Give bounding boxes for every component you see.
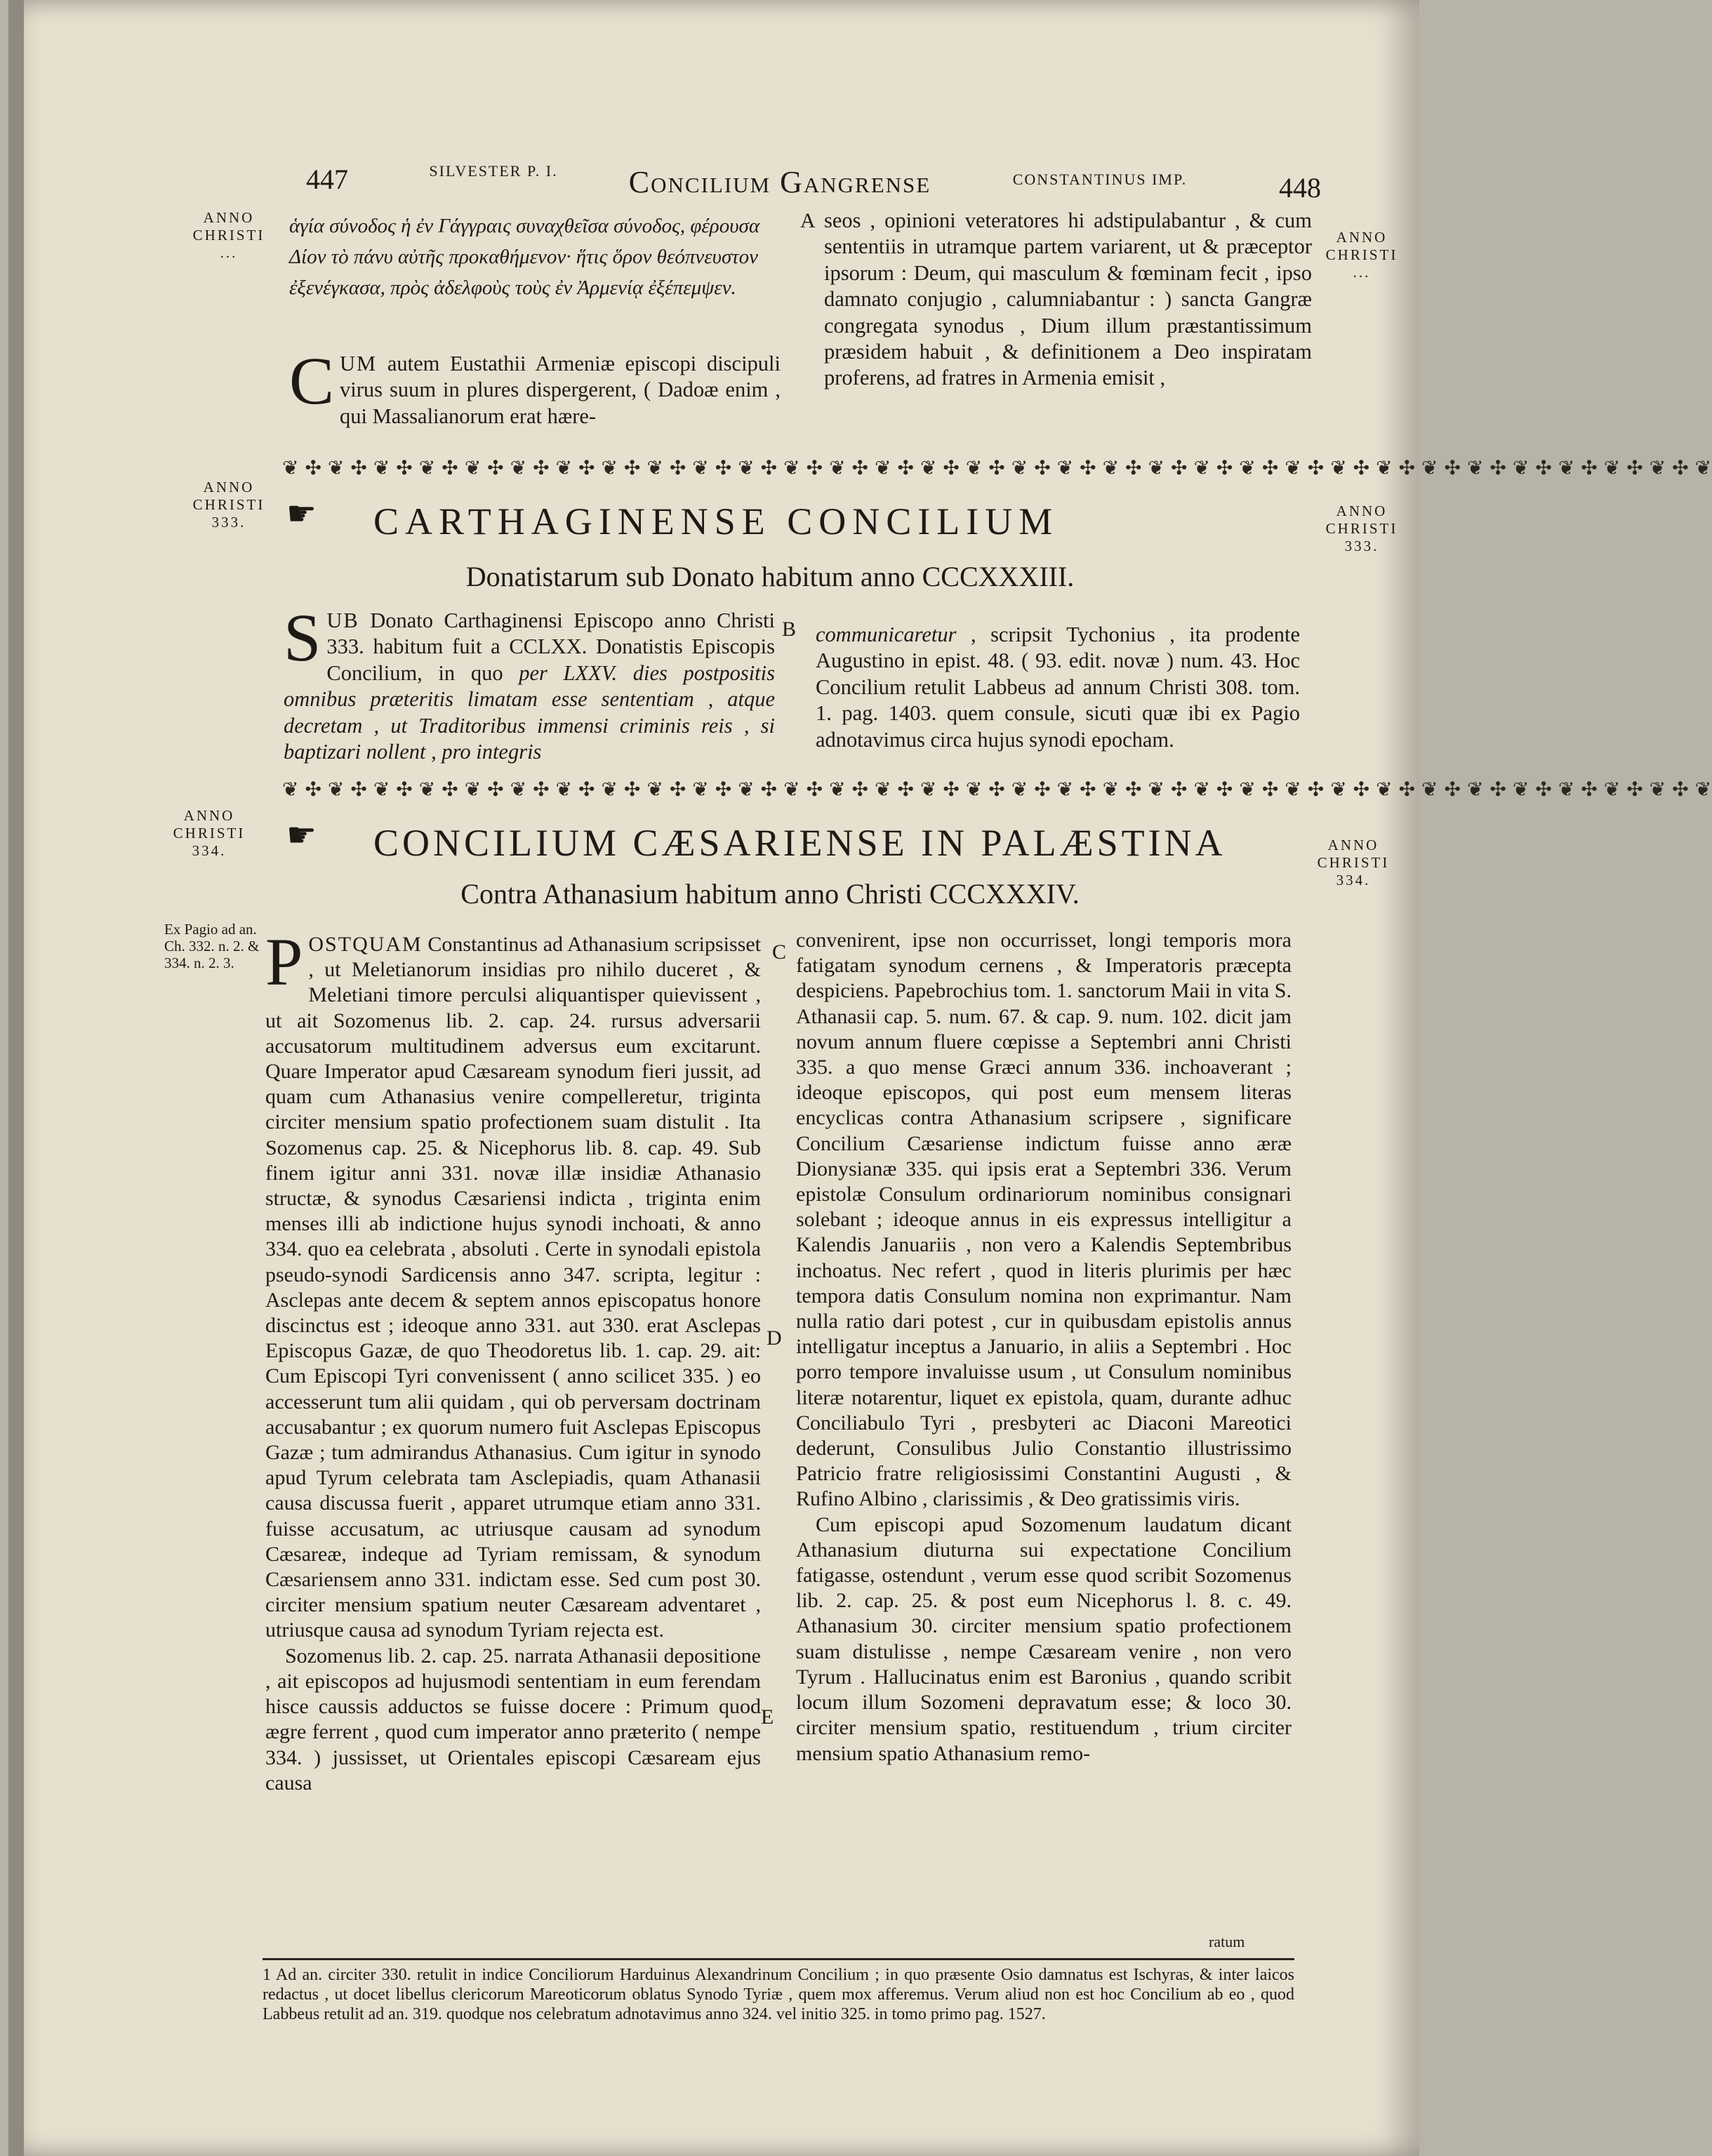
margin-anno-caes-left: ANNO CHRISTI 334. <box>173 807 246 859</box>
margin-anno-gangrense-right: ANNO CHRISTI ... <box>1325 229 1398 281</box>
page-number-left: 447 <box>306 164 348 195</box>
dropcap-s: S <box>284 600 321 675</box>
header-pope: SILVESTER P. I. <box>429 162 558 180</box>
pointing-hand-icon: ☛ <box>286 817 317 854</box>
carth-right-column <box>816 622 1300 753</box>
section-subtitle-carthaginense: Donatistarum sub Donato habitum anno CCCXXXIII. <box>465 561 1075 592</box>
carth-text-left: Donato Carthaginensi Episcopo anno Christi 333. habitum fuit a CCLXX. Donatistis Episcopis Concilium, in quo <box>326 608 776 685</box>
lead-word: UM <box>340 352 378 375</box>
caes-right-column <box>796 928 1292 1766</box>
section-title-caesariense: CONCILIUM CÆSARIENSE IN PALÆSTINA <box>373 822 1226 864</box>
carth-text-left-italic: per LXXV. dies postpositis omnibus præteritis limatam esse sententiam , atque decretam , ut Traditoribus immensi criminis reis , si baptizari nollent , pro integris <box>284 660 776 764</box>
caes-left-p1: Constantinus ad Athanasium scripsisset , ut Meletianorum insidias pro nihilo duceret , & Meletiani timore perculsi aliquantisper quievissent , ut ait Sozomenus lib. 2. cap. 24. rursus adversarii accusatorum multitudinem adversus eum excitarunt. Quare Imperator apud Cæsaream synodum fieri jussit, ad quam cum Athanasius venire compelleretur, triginta circiter mensium spatio profectionem suam distulit . Ita Sozomenus cap. 25. & Nicephorus lib. 8. cap. 49. Sub finem igitur anni 331. novæ illæ insidiæ Athanasio structæ, & synodus Cæsariensi indicta , triginta enim menses illi ab indictione hujus synodi inchoati, & anno 334. quo ea celebrata , absoluti . Certe in synodali epistola pseudo-synodi Sardicensis anno 347. scripta, legitur : Asclepas ante decem & septem annos episcopatus honore discinctus est ; ideoque anno 331. aut 330. erat Asclepas Episcopus Gazæ, de quo Theodoretus lib. 1. cap. 29. ait: Cum Episcopi Tyri convenissent ( anno scilicet 335. ) eo accesserunt tum alii quidam , qui ob perversam doctrinam accusabantur ; ex quorum numero fuit Asclepas Episcopus Gazæ ; tum admirandus Athanasius. Cum igitur in synodo apud Tyrum celebrata tam Asclepiadis, quam Athanasii causa discussa fuerit , apparet utrumque etiam anno 331. fuisse accusatum, ac utriusque causam ad synodum Cæsareæ, indeque ad Tyriam remissam, & synodum Cæsariensem anno 331. indictam esse. Sed cum post 30. circiter mensium spatium neuter Cæsaream adventaret , utriusque causa ad synodum Tyriam rejecta est. <box>265 933 762 1642</box>
section-mark-b: B <box>782 618 797 641</box>
carth-text-right: scripsit Tychonius , ita prodente Augustino in epist. 48. ( 93. edit. novæ ) num. 43. Hoc Concilium retulit Labbeus ad annum Christi 308. tom. 1. pag. 1403. quem consule, sicuti quæ ibi ex Pagio adnotavimus circa hujus synodi epocham. <box>816 623 1300 752</box>
caes-left-p2: Sozomenus lib. 2. cap. 25. narrata Athanasii depositione , ait episcopos ad hujusmodi sententiam in eum ferendam hisce caussis adductos se fuisse docere : Primum quod ægre ferrent , quod cum imperator anno præterito ( nempe 334. ) jussisset, ut Orientales episcopi Cæsaream ejus causa <box>265 1644 761 1795</box>
pointing-hand-icon: ☛ <box>286 495 317 533</box>
gangrense-latin-left: autem Eustathii Armeniæ episcopi discipuli virus suum in plures dispergerent, ( Dadoæ enim , qui Massalianorum erat hære- <box>340 352 781 428</box>
dropcap-p: P <box>265 924 303 999</box>
gangrense-right-column: seos , opinioni veteratores hi adstipulabantur , & cum sententiis in utramque partem variarent, ut & præceptor ipsorum : Deum, qui masculum & fœminam fecit , ipso damnato conjugio , calumniabantur : ) sancta Gangræ congregata synodus , Dium illum præstantissimum præsidem habuit , & definitionem a Deo inspiratam proferens, ad fratres in Armenia emisit , <box>824 208 1312 390</box>
margin-anno-carth-left: ANNO CHRISTI 333. <box>192 479 265 531</box>
footnote: 1 Ad an. circiter 330. retulit in indice Conciliorum Harduinus Alexandrinum Concilium ; in quo præsente Osio damnatus est Ischyras, & inter laicos redactus , ut docet libellus clericorum Mareoticorum oblatus Synodo Tyriæ , quem mox afferemus. Verum aliud non est hoc Concilium ab eo , quod Labbeus retulit ad an. 319. quodque nos celebratum adnotavimus anno 324. vel initio 325. in tomo primo pag. 1527. <box>263 1966 1294 2023</box>
carth-text-right-italic: communicaretur , <box>816 623 976 646</box>
running-title: Concilium Gangrense <box>628 165 931 199</box>
footnote-rule <box>263 1958 1294 1960</box>
catchword: ratum <box>1209 1933 1245 1950</box>
section-subtitle-caesariense: Contra Athanasium habitum anno Christi CCCXXXIV. <box>460 878 1080 910</box>
page-number-right: 448 <box>1279 172 1321 204</box>
caes-left-column <box>265 924 762 1796</box>
carth-left-column <box>284 600 776 765</box>
margin-anno-carth-right: ANNO CHRISTI 333. <box>1325 503 1398 554</box>
caes-right-p1: convenirent, ipse non occurrisset, longi temporis mora fatigatam synodum cernens , & Imperatoris præcepta despiciens. Papebrochius tom. 1. sanctorum Maii in vita S. Athanasii cap. 5. num. 67. & cap. 9. num. 102. dicit jam novum annum fluere cœpisse a Septembri anni Christi 335. a quo mense Græci annum 336. inchoaverant ; ideoque episcopos, qui post eum mensem literas encyclicas contra Athanasium scripsere , significare Concilium Cæsariense indictum fuisse anno æræ Dionysianæ 335. qui ipsis erat a Septembri 336. Verum epistolæ Consulum ordinariorum nominibus consignari solebant ; ideoque annus in eis expressus intelligitur a Kalendis Januariis , non vero a Kalendis Septembribus inchoatus. Nec refert , quod in literis plurimis per hæc tempora datis Consulum nomina non exprimantur. Nam nulla ratio dari potest , cur in quibusdam epistolis annus intelligatur inceptus a Januario, in aliis a Septembri . Hoc porro tempore invaluisse usum , ut Consulum nominibus literæ notarentur, liquet ex epistola, quam, durante adhuc Conciliabulo Tyri , presbyteri ac Diaconi Mareotici dederunt, Consulibus Julio Constantio illustrissimo Patricio fratre religiosissimi Constantini Augusti , & Rufino Albino , clarissimis , & Deo gratissimis viris. <box>796 929 1292 1511</box>
lead-word: UB <box>326 608 359 632</box>
ornament-band-2: ❦ ✣ ❦ ✣ ❦ ✣ ❦ ✣ ❦ ✣ ❦ ✣ ❦ ✣ ❦ ✣ ❦ ✣ ❦ ✣ ❦ ✣ ❦ ✣ ❦ ✣ ❦ ✣ ❦ ✣ ❦ ✣ ❦ ✣ ❦ ✣ ❦ ✣ ❦ ✣ ❦ ✣ ❦ ✣ ❦ ✣ ❦ ✣ ❦ ✣ ❦ ✣ ❦ ✣ ❦ ✣ ❦ ✣ ❦ ✣ ❦ ✣ ❦ <box>282 779 1712 801</box>
ornament-band-1: ❦ ✣ ❦ ✣ ❦ ✣ ❦ ✣ ❦ ✣ ❦ ✣ ❦ ✣ ❦ ✣ ❦ ✣ ❦ ✣ ❦ ✣ ❦ ✣ ❦ ✣ ❦ ✣ ❦ ✣ ❦ ✣ ❦ ✣ ❦ ✣ ❦ ✣ ❦ ✣ ❦ ✣ ❦ ✣ ❦ ✣ ❦ ✣ ❦ ✣ ❦ ✣ ❦ ✣ ❦ ✣ ❦ ✣ ❦ ✣ ❦ ✣ ❦ <box>282 458 1712 479</box>
caes-right-p2: Cum episcopi apud Sozomenum laudatum dicant Athanasium diuturna sui expectatione Concilium fatigasse, ostendunt , verum esse quod scribit Sozomenus lib. 2. cap. 25. & post eum Nicephorus l. 8. c. 49. Athanasium 30. circiter mensium spatio profectionem suam distulisse , nempe Cæsaream venire , non vero Tyrum . Hallucinatus enim est Baronius , quando scribit locum illum Sozomeni depravatum esse; & loco 30. circiter mensium spatio, restituendum , trium circiter mensium spatio Athanasium remo- <box>796 1512 1292 1765</box>
margin-anno-caes-right: ANNO CHRISTI 334. <box>1317 837 1390 889</box>
section-title-carthaginense: CARTHAGINENSE CONCILIUM <box>373 500 1059 543</box>
gangrense-left-column <box>289 343 781 430</box>
lead-word: OSTQUAM <box>308 933 423 956</box>
section-mark-c: C <box>772 940 787 964</box>
margin-source-note: Ex Pagio ad an. Ch. 332. n. 2. & 334. n. 2. 3. <box>164 921 260 971</box>
margin-anno-gangrense-left: ANNO CHRISTI ... <box>192 209 265 261</box>
dropcap-c: C <box>289 343 335 418</box>
greek-text: ἁγία σύνοδος ἡ ἐν Γάγγραις συναχθεῖσα σύνοδος, φέρουσα Δίον τὸ πάνυ αὐτῆς προκαθήμενον· ἥτις ὅρον θεόπνευστον ἐξενέγκασα, πρὸς ἀδελφοὺς τοὺς ἐν Ἀρμενίᾳ ἐξέπεμψεν. <box>289 215 760 299</box>
section-mark-d: D <box>767 1326 782 1350</box>
section-mark-a: A <box>800 209 816 232</box>
page-edge <box>8 0 24 2156</box>
section-mark-e: E <box>761 1705 774 1729</box>
header-emperor: CONSTANTINUS IMP. <box>1012 171 1188 188</box>
book-page <box>8 0 1712 2156</box>
